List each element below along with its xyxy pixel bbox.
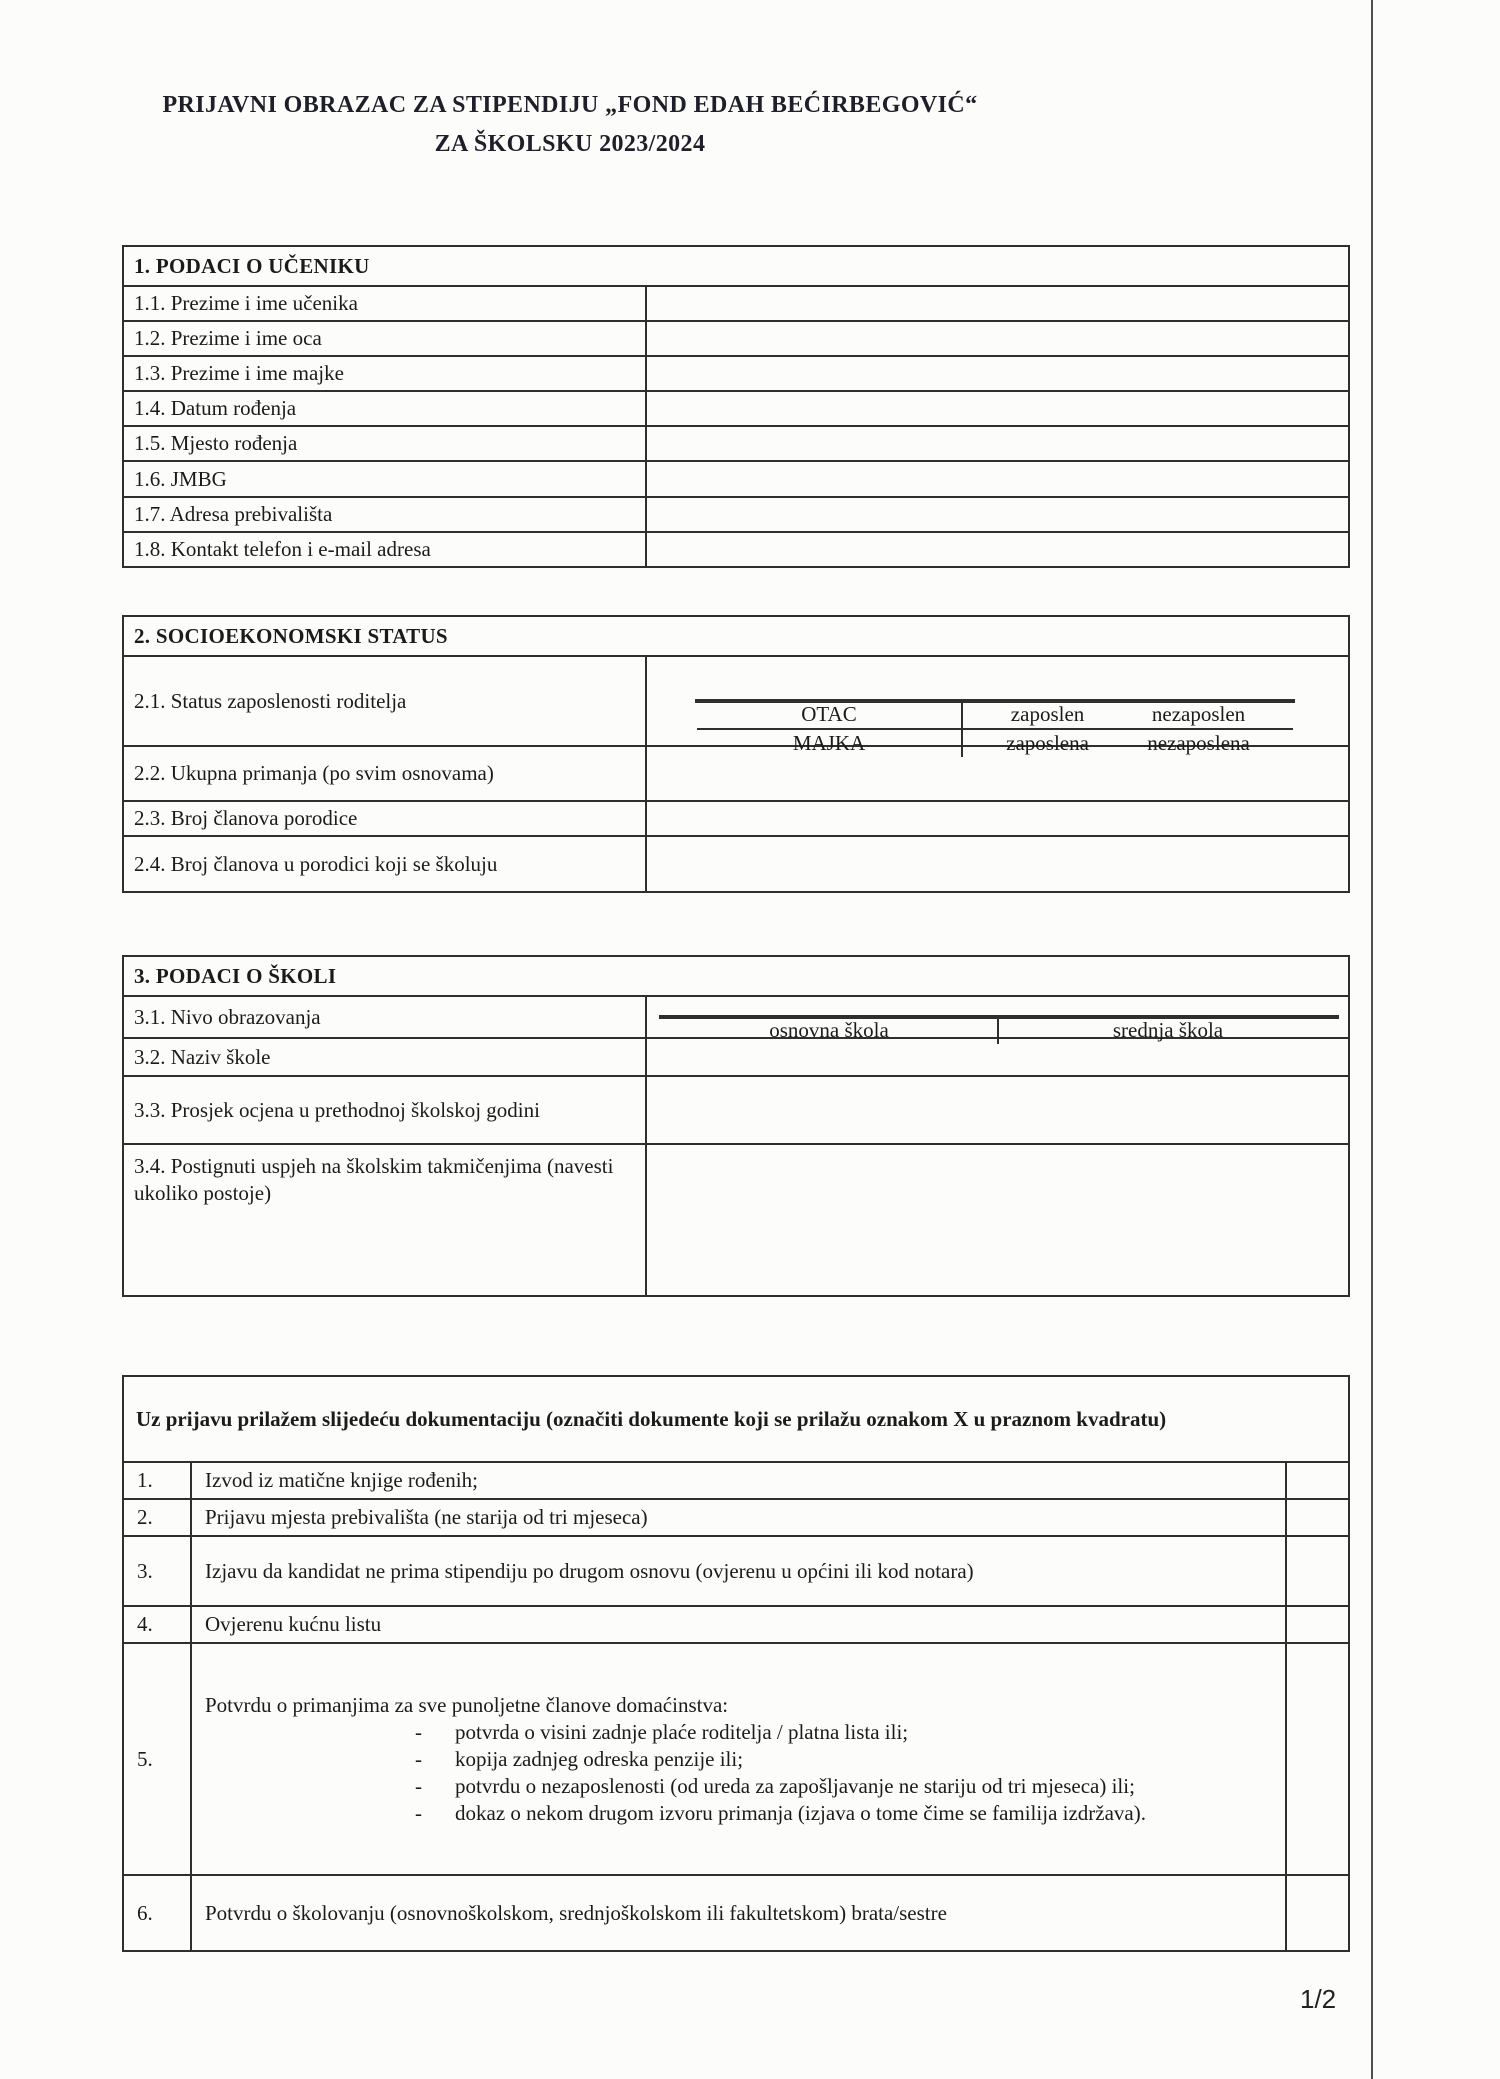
section3-header: 3. PODACI O ŠKOLI [123,956,1349,996]
form-title-line2: ZA ŠKOLSKU 2023/2024 [434,131,706,157]
field-label-grade-average: 3.3. Prosjek ocjena u prethodnoj školskoj godini [123,1076,646,1144]
input-cell-contact[interactable] [646,532,1349,567]
bullet-pension-slip: kopija zadnjeg odreska penzije ili; [455,1746,744,1771]
income-proof-bullet [415,1719,1271,1746]
section2-header: 2. SOCIOEKONOMSKI STATUS [123,616,1349,656]
field-label-competitions: 3.4. Postignuti uspjeh na školskim takmičenjima (navesti ukoliko postoje) [123,1144,646,1296]
doc-item-residence-registration: Prijavu mjesta prebivališta (ne starija od tri mjeseca) [191,1499,1286,1536]
bullet-dash: - [415,1746,422,1771]
bullet-dash: - [415,1773,422,1798]
father-options [963,701,1293,730]
field-label-mother-name: 1.3. Prezime i ime majke [123,356,646,391]
checkbox-sibling-schooling[interactable] [1286,1875,1349,1951]
page-number: 1/2 [1300,1984,1337,2014]
doc-item-number: 5. [123,1643,191,1875]
doc-item-income-proof-title: Potvrdu o primanjima za sve punoljetne članove domaćinstva: [205,1692,729,1717]
documents-header: Uz prijavu prilažem slijedeću dokumentaciju (označiti dokumente koji se prilažu oznakom X u praznom kvadratu) [123,1376,1349,1462]
doc-item-no-other-scholarship: Izjavu da kandidat ne prima stipendiju po drugom osnovu (ovjerenu u općini ili kod notara) [191,1536,1286,1606]
doc-item-number: 2. [123,1499,191,1536]
doc-item-number: 4. [123,1606,191,1643]
input-cell-father-name[interactable] [646,321,1349,356]
checkbox-birth-certificate[interactable] [1286,1462,1349,1499]
field-label-student-name: 1.1. Prezime i ime učenika [123,286,646,321]
checkbox-residence-registration[interactable] [1286,1499,1349,1536]
parent-employment-cell [646,656,1349,755]
form-title-line1: PRIJAVNI OBRAZAC ZA STIPENDIJU „FOND EDAH BEĆIRBEGOVIĆ“ [162,92,978,118]
section1-table [122,245,1350,568]
input-cell-family-members[interactable] [646,801,1349,836]
input-cell-mother-name[interactable] [646,356,1349,391]
bullet-dash: - [415,1719,422,1744]
field-label-contact: 1.8. Kontakt telefon i e-mail adresa [123,532,646,567]
section1-header: 1. PODACI O UČENIKU [123,246,1349,286]
field-label-education-level: 3.1. Nivo obrazovanja [123,996,646,1038]
field-label-father-name: 1.2. Prezime i ime oca [123,321,646,356]
input-cell-student-name[interactable] [646,286,1349,321]
checkbox-income-proof[interactable] [1286,1643,1349,1875]
field-label-school-name: 3.2. Naziv škole [123,1038,646,1076]
doc-item-sibling-schooling: Potvrdu o školovanju (osnovnoškolskom, srednjoškolskom ili fakultetskom) brata/sestre [191,1875,1286,1951]
bullet-salary-proof: potvrda o visini zadnje plaće roditelja / platna lista ili; [455,1719,909,1744]
field-label-members-in-school: 2.4. Broj članova u porodici koji se školuju [123,836,646,892]
father-option-unemployed[interactable]: nezaposlen [1151,702,1246,726]
doc-item-number: 6. [123,1875,191,1951]
option-secondary-school[interactable]: srednja škola [1112,1018,1224,1042]
doc-item-number: 3. [123,1536,191,1606]
mother-options [963,730,1293,757]
documents-table [122,1375,1350,1952]
input-cell-birth-place[interactable] [646,426,1349,461]
father-option-employed[interactable]: zaposlen [1010,702,1085,726]
checkbox-household-list[interactable] [1286,1606,1349,1643]
field-label-family-members: 2.3. Broj članova porodice [123,801,646,836]
doc-item-birth-certificate: Izvod iz matične knjige rođenih; [191,1462,1286,1499]
option-primary-school[interactable]: osnovna škola [661,1017,999,1044]
parent-employment-subtable [695,699,1295,755]
field-label-address: 1.7. Adresa prebivališta [123,497,646,532]
education-level-options [659,1015,1339,1042]
form-title [120,86,1020,164]
input-cell-jmbg [646,461,1349,497]
bullet-dash: - [415,1800,422,1825]
doc-item-income-proof [191,1643,1286,1875]
income-proof-bullet [415,1800,1271,1827]
bullet-unemployment-proof: potvrdu o nezaposlenosti (od ureda za zapošljavanje ne stariju od tri mjeseca) ili; [455,1773,1135,1798]
checkbox-no-other-scholarship[interactable] [1286,1536,1349,1606]
education-level-cell [646,996,1349,1042]
field-label-jmbg: 1.6. JMBG [123,461,646,497]
field-label-birth-date: 1.4. Datum rođenja [123,391,646,426]
bullet-other-income-proof: dokaz o nekom drugom izvoru primanja (izjava o tome čime se familija izdržava). [455,1800,1146,1825]
section3-table [122,955,1350,1297]
field-label-parent-employment: 2.1. Status zaposlenosti roditelja [123,656,646,746]
input-cell-members-in-school[interactable] [646,836,1349,892]
father-label: OTAC [697,701,963,730]
doc-item-number: 1. [123,1462,191,1499]
input-cell-competitions[interactable] [646,1144,1349,1296]
input-cell-birth-date[interactable] [646,391,1349,426]
field-label-total-income: 2.2. Ukupna primanja (po svim osnovama) [123,746,646,801]
income-proof-bullet [415,1773,1271,1800]
input-cell-address[interactable] [646,497,1349,532]
income-proof-bullet [415,1746,1271,1773]
field-label-birth-place: 1.5. Mjesto rođenja [123,426,646,461]
scan-edge-line [1371,0,1373,2079]
mother-label: MAJKA [697,730,963,757]
input-cell-grade-average[interactable] [646,1076,1349,1144]
doc-item-household-list: Ovjerenu kućnu listu [191,1606,1286,1643]
mother-option-unemployed[interactable]: nezaposlena [1147,731,1250,755]
mother-option-employed[interactable]: zaposlena [1006,731,1089,755]
section2-table [122,615,1350,893]
